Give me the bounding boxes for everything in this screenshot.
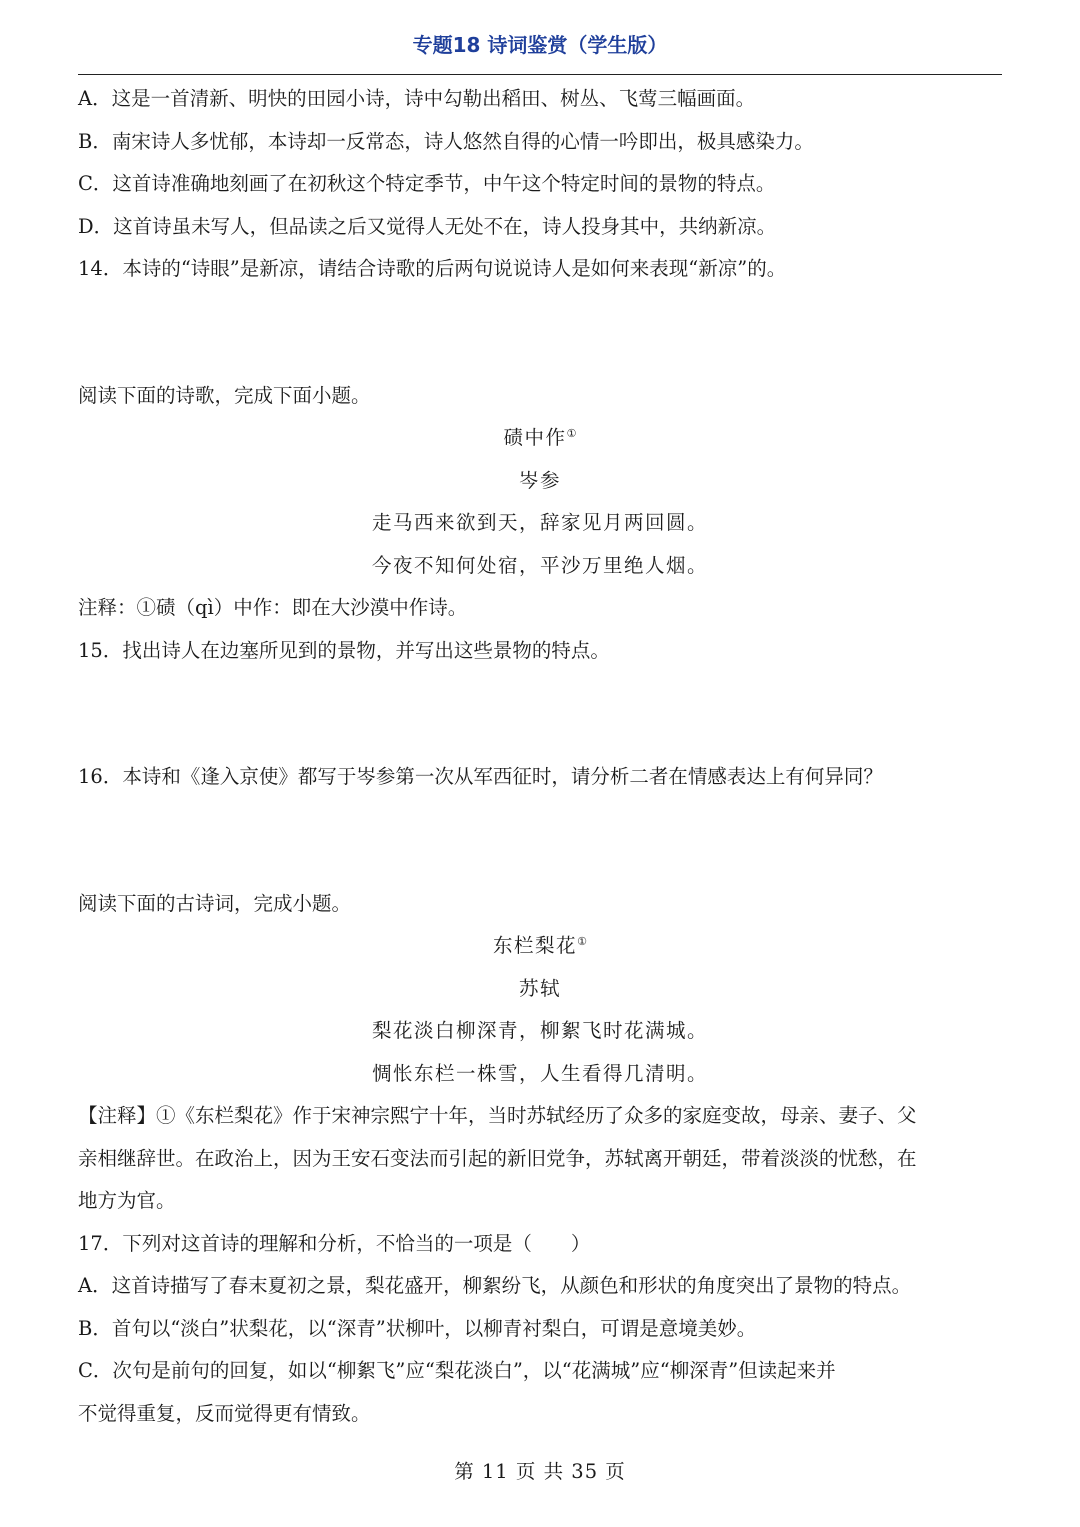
poem-title-text: 东栏梨花 bbox=[493, 934, 578, 957]
option-b: B．南宋诗人多忧郁，本诗却一反常态，诗人悠然自得的心情一吟即出，极具感染力。 bbox=[78, 129, 814, 153]
poem-line: 惆怅东栏一株雪，人生看得几清明。 bbox=[371, 1061, 708, 1085]
header-title: 专题18 诗词鉴赏（学生版） bbox=[412, 33, 668, 57]
option-a: A．这首诗描写了春末夏初之景，梨花盛开，柳絮纷飞，从颜色和形状的角度突出了景物的特点。 bbox=[78, 1274, 912, 1297]
poem-author: 岑参 bbox=[518, 468, 561, 492]
question-16: 16．本诗和《逢入京使》都写于岑参第一次从军西征时，请分析二者在情感表达上有何异同？ bbox=[78, 765, 883, 788]
poem-title bbox=[78, 417, 1002, 460]
poem-author: 苏轼 bbox=[518, 976, 561, 1000]
poem-line: 梨花淡白柳深青，柳絮飞时花满城。 bbox=[371, 1019, 708, 1042]
poem-line: 今夜不知何处宿，平沙万里绝人烟。 bbox=[371, 553, 708, 577]
poem-line: 走马西来欲到天，辞家见月两回圆。 bbox=[371, 511, 708, 534]
annotation: 注释：①碛（qì）中作：即在大沙漠中作诗。 bbox=[78, 596, 468, 619]
question-15: 15．找出诗人在边塞所见到的景物，并写出这些景物的特点。 bbox=[78, 638, 610, 662]
poem-title bbox=[78, 925, 1002, 968]
option-c-line: C．次句是前句的回复，如以“柳絮飞”应“梨花淡白”，以“花满城”应“柳深青”但读起来并 bbox=[78, 1359, 836, 1382]
document-body bbox=[78, 78, 1002, 1435]
poem-title-text: 碛中作 bbox=[503, 426, 567, 449]
answer-space bbox=[78, 291, 1002, 375]
annotation-line: 【注释】①《东栏梨花》作于宋神宗熙宁十年，当时苏轼经历了众多的家庭变故，母亲、妻子、父 bbox=[78, 1104, 917, 1127]
question-17: 17．下列对这首诗的理解和分析，不恰当的一项是（ ） bbox=[78, 1231, 591, 1255]
option-b: B．首句以“淡白”状梨花，以“深青”状柳叶，以柳青衬梨白，可谓是意境美妙。 bbox=[78, 1316, 757, 1340]
answer-space bbox=[78, 799, 1002, 883]
option-c: C．这首诗准确地刻画了在初秋这个特定季节，中午这个特定时间的景物的特点。 bbox=[78, 172, 776, 195]
footnote-mark: ① bbox=[577, 935, 587, 948]
page-header bbox=[78, 28, 1002, 75]
question-14: 14．本诗的“诗眼”是新凉，请结合诗歌的后两句说说诗人是如何来表现“新凉”的。 bbox=[78, 257, 787, 280]
answer-space bbox=[78, 672, 1002, 756]
footnote-mark: ① bbox=[566, 427, 577, 440]
option-d: D．这首诗虽未写人，但品读之后又觉得人无处不在，诗人投身其中，共纳新凉。 bbox=[78, 214, 777, 238]
reading-intro: 阅读下面的古诗词，完成小题。 bbox=[78, 891, 352, 915]
option-c-line: 不觉得重复，反而觉得更有情致。 bbox=[78, 1401, 371, 1425]
annotation-line: 地方为官。 bbox=[78, 1189, 176, 1212]
annotation-line: 亲相继辞世。在政治上，因为王安石变法而引起的新旧党争，苏轼离开朝廷，带着淡淡的忧愁，在 bbox=[78, 1146, 917, 1170]
reading-intro: 阅读下面的诗歌，完成下面小题。 bbox=[78, 383, 371, 407]
page-footer: 第 11 页 共 35 页 bbox=[454, 1460, 626, 1483]
option-a: A．这是一首清新、明快的田园小诗，诗中勾勒出稻田、树丛、飞莺三幅画面。 bbox=[78, 87, 756, 110]
